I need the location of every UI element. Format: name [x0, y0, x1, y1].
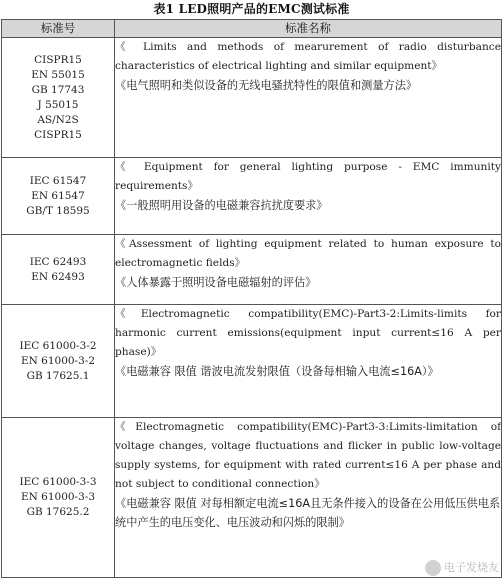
standard-number: IEC 62493: [29, 255, 87, 268]
standard-numbers-cell: [2, 305, 115, 418]
table-row: [2, 38, 502, 158]
standard-number: AS/N2S: [37, 113, 79, 126]
standard-number: GB 17625.1: [26, 369, 90, 382]
standard-number: EN 62493: [31, 270, 85, 283]
standard-name-cell: [115, 418, 502, 578]
header-standard-name: 标准名称: [115, 20, 502, 38]
table-row: [2, 158, 502, 235]
standard-numbers-cell: [2, 158, 115, 235]
watermark-logo-icon: [425, 560, 441, 576]
standard-name-en: 《Electromagnetic compatibility(EMC)-Part3-3:Limits-limitation of voltage changes, voltage fluctuations and flicker in public low-voltage supply systems, for equipment with rated current≤16 A per phase and not subject to conditional connection》: [115, 421, 501, 490]
standard-number: CISPR15: [34, 128, 82, 141]
site-watermark: [425, 559, 499, 576]
standard-name-cell: [115, 235, 502, 305]
standard-name-en: 《Assessment of lighting equipment related to human exposure to electromagnetic fields》: [115, 238, 501, 269]
standard-number: EN 61000-3-2: [20, 354, 96, 367]
watermark-text: 电子发烧友: [444, 561, 499, 574]
standard-numbers-cell: [2, 418, 115, 578]
standard-number: GB 17743: [31, 83, 85, 96]
standard-name-zh: 《人体暴露于照明设备电磁辐射的评估》: [115, 276, 317, 289]
emc-standards-table: [1, 19, 502, 578]
table-caption: 表1 LED照明产品的EMC测试标准: [153, 2, 350, 16]
standard-name-en: 《 Limits and methods of mearurement of radio disturbance characteristics of electrical lighting and similar equipment》: [115, 41, 501, 72]
header-standard-no: 标准号: [2, 20, 115, 38]
standard-name-cell: [115, 38, 502, 158]
standard-number: GB/T 18595: [26, 204, 90, 217]
standard-name-zh: 《电磁兼容 限值 对每相额定电流≤16A且无条件接入的设备在公用低压供电系统中产生的电压变化、电压波动和闪烁的限制》: [115, 497, 501, 529]
standard-number: GB 17625.2: [26, 506, 90, 518]
table-row: [2, 305, 502, 418]
standard-name-zh: 《电磁兼容 限值 谐波电流发射限值（设备每相输入电流≤16A）》: [115, 365, 439, 378]
standard-name-zh: 《电气照明和类似设备的无线电骚扰特性的限值和测量方法》: [115, 79, 418, 92]
standard-number: EN 61547: [31, 189, 85, 202]
standard-number: CISPR15: [34, 53, 82, 66]
standard-name-en: 《 Equipment for general lighting purpose - EMC immunity requirements》: [115, 161, 501, 192]
standard-name-cell: [115, 305, 502, 418]
standard-name-zh: 《一般照明用设备的电磁兼容抗扰度要求》: [115, 199, 328, 212]
standard-name-en: 《Electromagnetic compatibility(EMC)-Part3-2:Limits-limits for harmonic current emissions(equipment input current≤16 A per phase)》: [115, 308, 501, 358]
standard-numbers-cell: [2, 235, 115, 305]
table-header-row: [2, 20, 502, 38]
standard-numbers-cell: [2, 38, 115, 158]
standard-name-cell: [115, 158, 502, 235]
standard-number: EN 61000-3-3: [20, 491, 96, 503]
standard-number: EN 55015: [31, 68, 85, 81]
table-row: [2, 418, 502, 578]
standard-number: J 55015: [37, 98, 79, 111]
standard-number: IEC 61000-3-3: [19, 476, 97, 488]
standard-number: IEC 61547: [29, 174, 87, 187]
table-row: [2, 235, 502, 305]
standard-number: IEC 61000-3-2: [19, 339, 97, 352]
